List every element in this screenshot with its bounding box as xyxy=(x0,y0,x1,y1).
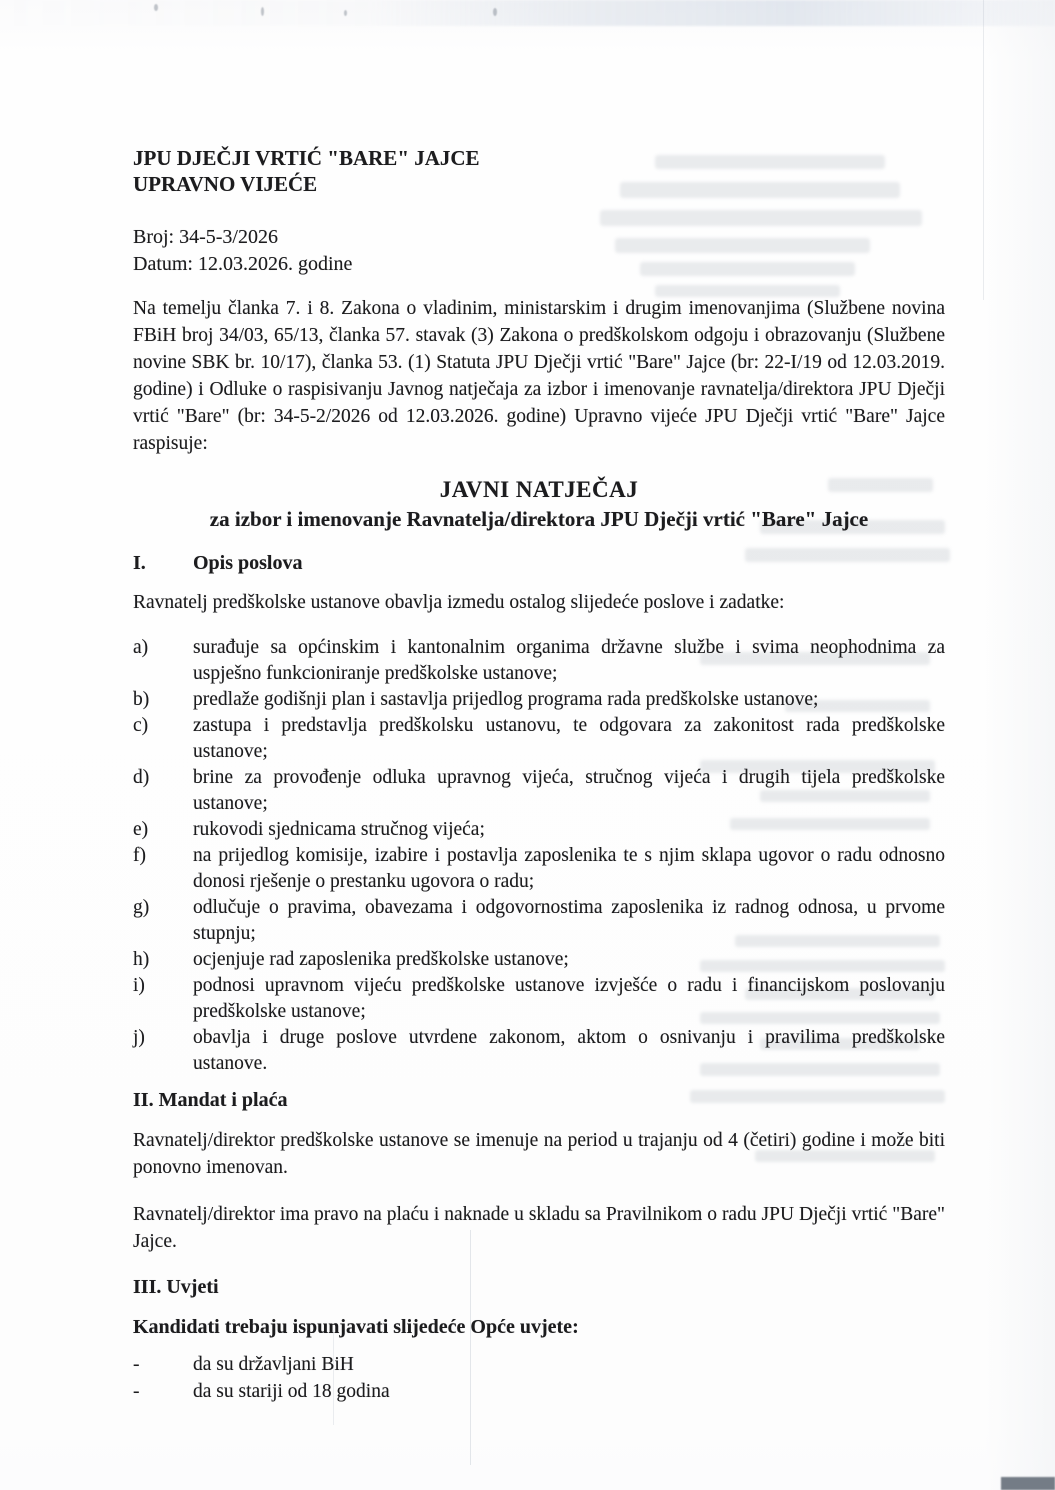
list-item xyxy=(133,973,945,1025)
scan-right-shadow xyxy=(985,0,1055,1490)
list-item xyxy=(133,947,945,973)
item-letter: h) xyxy=(133,949,150,970)
list-item xyxy=(133,1378,945,1405)
section-2-heading: II. Mandat i plaća xyxy=(133,1089,288,1111)
letterhead xyxy=(133,0,945,197)
item-letter: j) xyxy=(133,1027,145,1048)
list-item xyxy=(133,713,945,765)
list-item xyxy=(133,687,945,713)
item-text: odlučuje o pravima, obavezama i odgovornostima zaposlenika iz radnog odnosa, u prvome stupnju; xyxy=(193,897,945,944)
organization-name: JPU DJEČJI VRTIĆ "BARE" JAJCE xyxy=(133,146,480,170)
section-1-lead: Ravnatelj predškolske ustanove obavlja izmedu ostalog slijedeće poslove i zadatke: xyxy=(133,591,785,613)
list-item xyxy=(133,765,945,817)
item-text: predlaže godišnji plan i sastavlja prijedlog programa rada predškolske ustanove; xyxy=(193,689,819,710)
item-text: na prijedlog komisije, izabire i postavlja zaposlenika te s njim sklapa ugovor o radu odnosno donosi rješenje o prestanku ugovora o radu; xyxy=(193,845,945,892)
scan-vertical-line xyxy=(983,0,984,300)
list-item xyxy=(133,635,945,687)
general-conditions-list xyxy=(133,1351,945,1405)
list-item xyxy=(133,895,945,947)
item-letter: i) xyxy=(133,975,145,996)
document-meta xyxy=(133,224,945,278)
list-item xyxy=(133,1025,945,1077)
item-letter: a) xyxy=(133,637,149,658)
item-text: podnosi upravnom vijeću predškolske ustanove izvješće o radu i financijskom poslovanju predškolske ustanove; xyxy=(193,975,945,1022)
item-text: brine za provođenje odluka upravnog vijeća, stručnog vijeća i drugih tijela predškolske ustanove; xyxy=(193,767,945,814)
item-dash: - xyxy=(133,1354,140,1375)
list-item xyxy=(133,1351,945,1378)
item-text: ocjenjuje rad zaposlenika predškolske ustanove; xyxy=(193,949,569,970)
item-letter: g) xyxy=(133,897,150,918)
scan-corner-mark xyxy=(1001,1477,1055,1490)
item-dash: - xyxy=(133,1381,140,1402)
section-2-paragraph-2: Ravnatelj/direktor ima pravo na plaću i naknade u skladu sa Pravilnikom o radu JPU Dječji vrtić "Bare" Jajce. xyxy=(133,1203,945,1252)
legal-basis-paragraph: Na temelju članka 7. i 8. Zakona o vladinim, ministarskim i drugim imenovanjima (Službene novina FBiH broj 34/03, 65/13, članka 57. stavak (3) Zakona o predškolskom odgoju i obrazovanju (Službene novine SBK br. 10/17), članka 53. (1) Statuta JPU Dječji vrtić "Bare" Jajce (br: 22-I/19 od 12.03.2019. godine) i Odluke o raspisivanju Javnog natječaja za izbor i imenovanje ravnatelja/direktora JPU Dječji vrtić "Bare" (br: 34-5-2/2026 od 12.03.2026. godine) Upravno vijeće JPU Dječji vrtić "Bare" Jajce raspisuje: xyxy=(133,298,945,454)
item-letter: c) xyxy=(133,715,149,736)
document-title: JAVNI NATJEČAJ xyxy=(439,476,639,502)
document-date: Datum: 12.03.2026. godine xyxy=(133,253,353,275)
section-3-heading: III. Uvjeti xyxy=(133,1276,219,1298)
item-text: obavlja i druge poslove utvrdene zakonom, aktom o osnivanju i pravilima predškolske ustanove. xyxy=(193,1027,945,1074)
list-item xyxy=(133,843,945,895)
item-letter: b) xyxy=(133,689,150,710)
item-text: da su državljani BiH xyxy=(193,1354,354,1375)
item-letter: e) xyxy=(133,819,149,840)
organization-board: UPRAVNO VIJEĆE xyxy=(133,171,318,196)
document-number: Broj: 34-5-3/2026 xyxy=(133,226,278,248)
item-text: rukovodi sjednicama stručnog vijeća; xyxy=(193,819,485,840)
list-item xyxy=(133,817,945,843)
item-text: surađuje sa općinskim i kantonalnim organima državne službe i svima neophodnima za uspješno funkcioniranje predškolske ustanove; xyxy=(193,637,945,684)
section-3-lead: Kandidati trebaju ispunjavati slijedeće Opće uvjete: xyxy=(133,1316,579,1338)
section-1-heading xyxy=(133,550,945,576)
item-letter: d) xyxy=(133,767,150,788)
item-letter: f) xyxy=(133,845,146,866)
section-1-number: I. xyxy=(133,551,146,574)
item-text: zastupa i predstavlja predškolsku ustanovu, te odgovara za zakonitost rada predškolske ustanove; xyxy=(193,715,945,762)
duties-list xyxy=(133,635,945,1077)
document-body xyxy=(133,0,945,1405)
section-1-title: Opis poslova xyxy=(193,551,303,574)
document-subtitle: za izbor i imenovanje Ravnatelja/direktora JPU Dječji vrtić "Bare" Jajce xyxy=(209,506,869,531)
item-text: da su stariji od 18 godina xyxy=(193,1381,390,1402)
section-2-paragraph-1: Ravnatelj/direktor predškolske ustanove se imenuje na period u trajanju od 4 (četiri) godine i može biti ponovno imenovan. xyxy=(133,1130,945,1178)
